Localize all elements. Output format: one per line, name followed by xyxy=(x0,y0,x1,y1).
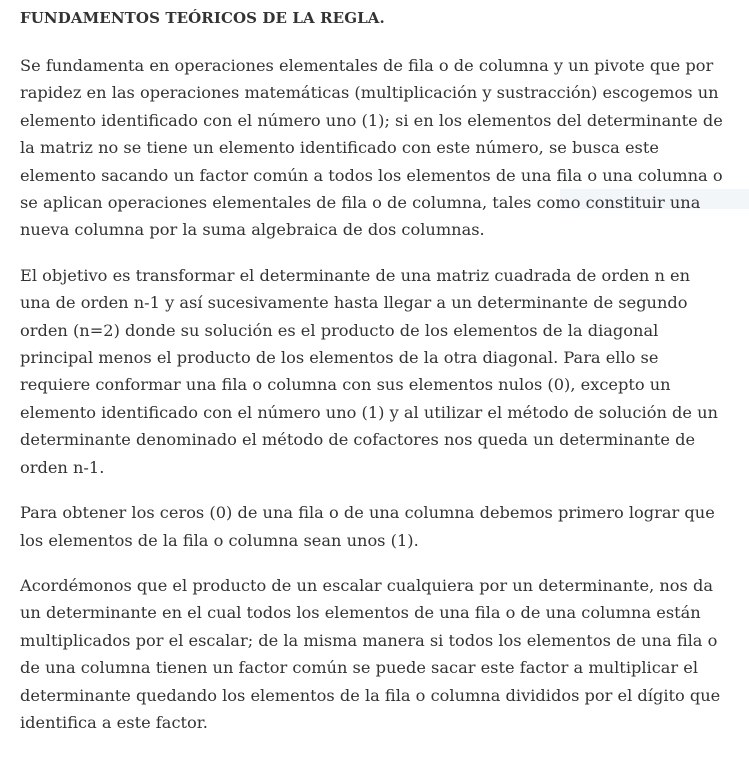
paragraph-objetivo: El objetivo es transformar el determinante de una matriz cuadrada de orden n en una de orden n-1 y así sucesivamente hasta llegar a un determinante de segundo orden (n=2) donde su solución es el producto de los elementos de la diagonal principal menos el producto de los elementos de la otra diagonal. Para ello se requiere conformar una fila o columna con sus elementos nulos (0), excepto un elemento identificado con el número uno (1) y al utilizar el método de solución de un determinante denominado el método de cofactores nos queda un determinante de orden n-1. xyxy=(20,265,718,477)
section-heading: FUNDAMENTOS TEÓRICOS DE LA REGLA. xyxy=(20,9,385,27)
paragraph-fundamento: Se fundamenta en operaciones elementales de fila o de columna y un pivote que por rapidez en las operaciones matemáticas (multiplicación y sustracción) escogemos un elemento identificado con el número uno (1); si en los elementos del determinante de la matriz no se tiene un elemento identificado con este número, se busca este elemento sacando un factor común a todos los elementos de una fila o una columna o se aplican operaciones elementales de fila o de columna, tales como constituir una nueva columna por la suma algebraica de dos columnas. xyxy=(20,56,723,240)
paragraph-escalar: Acordémonos que el producto de un escalar cualquiera por un determinante, nos da un determinante en el cual todos los elementos de una fila o de una columna están multiplicados por el escalar; de la misma manera si todos los elementos de una fila o de una columna tienen un factor común se puede sacar este factor a multiplicar el determinante quedando los elementos de la fila o columna divididos por el dígito que identifica a este factor. xyxy=(20,575,721,732)
paragraph-ceros: Para obtener los ceros (0) de una fila o de una columna debemos primero lograr que los elementos de la fila o columna sean unos (1). xyxy=(20,503,715,550)
